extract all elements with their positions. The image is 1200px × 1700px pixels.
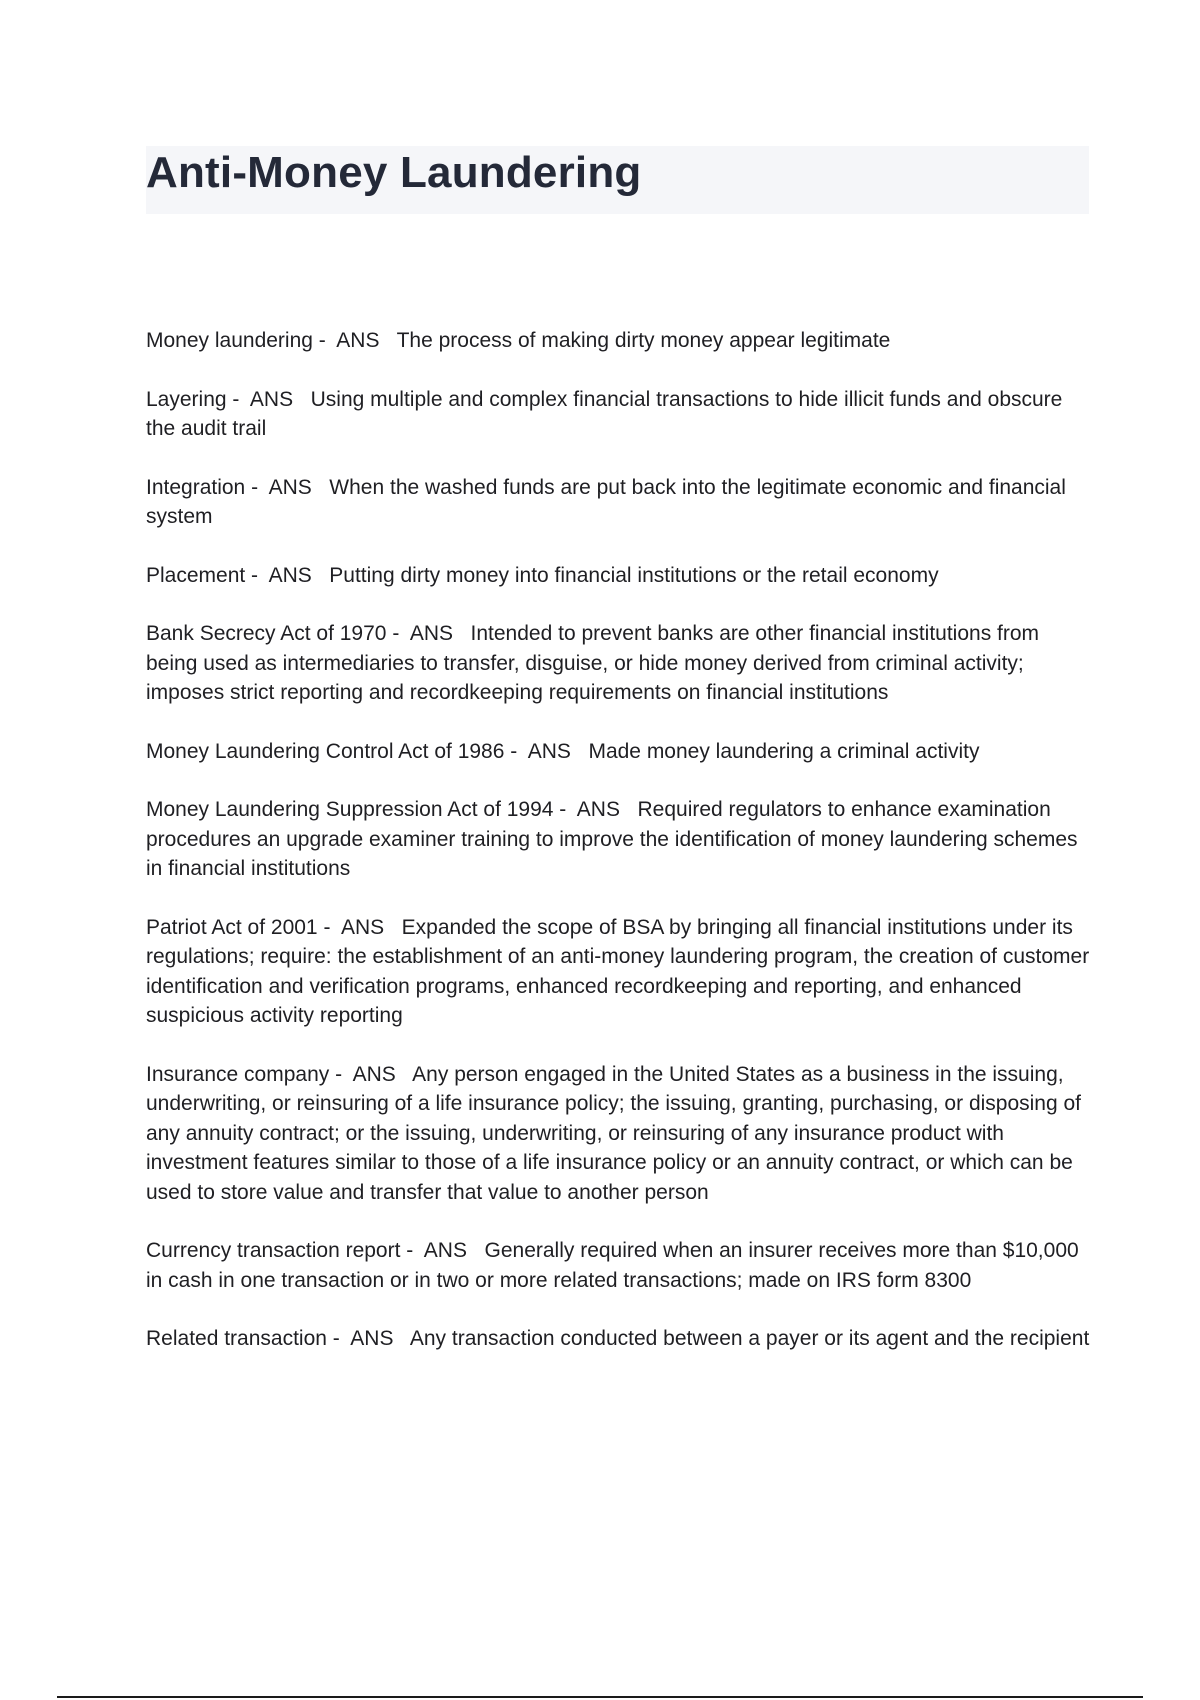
entry-definition: The process of making dirty money appear legitimate: [396, 329, 891, 352]
document-title: Anti-Money Laundering: [146, 148, 642, 197]
entry-definition: Using multiple and complex financial transactions to hide illicit funds and obscure the audit trail: [146, 387, 1063, 440]
flashcard-list: [146, 326, 1091, 1383]
entry-definition: Putting dirty money into financial institutions or the retail economy: [329, 563, 939, 587]
answer-marker: ANS: [350, 1327, 394, 1350]
answer-marker: ANS: [527, 739, 571, 763]
answer-marker: ANS: [352, 1062, 396, 1086]
entry-definition: Required regulators to enhance examination procedures an upgrade examiner training to improve the identification of money laundering schemes in financial institutions: [146, 798, 1078, 880]
flashcard-entry: Integration - ANS When the washed funds are put back into the legitimate economic and financial system: [146, 475, 1066, 528]
entry-term: Bank Secrecy Act of 1970: [146, 622, 387, 645]
entry-term: Currency transaction report: [146, 1239, 401, 1262]
flashcard-entry: Money laundering - ANS The process of making dirty money appear legitimate: [146, 329, 891, 352]
answer-marker: ANS: [268, 475, 312, 499]
answer-marker: ANS: [423, 1239, 467, 1262]
answer-marker: ANS: [249, 387, 294, 411]
entry-term: Insurance company: [146, 1062, 330, 1086]
flashcard-entry: Money Laundering Suppression Act of 1994 - ANS Required regulators to enhance examination procedures an upgrade examiner training to improve the identification of money laundering schemes in financial institutions: [146, 798, 1078, 880]
answer-marker: ANS: [268, 563, 312, 587]
flashcard-entry: Layering - ANS Using multiple and complex financial transactions to hide illicit funds and obscure the audit trail: [146, 387, 1063, 440]
entry-definition: Intended to prevent banks are other financial institutions from being used as intermediaries to transfer, disguise, or hide money derived from criminal activity; imposes strict reporting and recordkeeping requirements on financial institutions: [146, 622, 1040, 704]
flashcard-entry: Bank Secrecy Act of 1970 - ANS Intended to prevent banks are other financial institutions from being used as intermediaries to transfer, disguise, or hide money derived from criminal activity; imposes strict reporting and recordkeeping requirements on financial institutions: [146, 622, 1040, 704]
entry-definition: Any transaction conducted between a payer or its agent and the recipient: [409, 1327, 1090, 1350]
entry-term: Money laundering: [146, 329, 313, 352]
answer-marker: ANS: [576, 798, 620, 821]
entry-definition: Generally required when an insurer receives more than $10,000 in cash in one transaction or in two or more related transactions; made on IRS form 8300: [146, 1239, 1079, 1292]
entry-definition: Any person engaged in the United States as a business in the issuing, underwriting, or reinsuring of a life insurance policy; the issuing, granting, purchasing, or disposing of any annuity contract; or the issuing, underwriting, or reinsuring of any insurance product with investment features similar to those of a life insurance policy or an annuity contract, or which can be used to store value and transfer that value to another person: [146, 1062, 1082, 1204]
answer-marker: ANS: [340, 915, 385, 939]
flashcard-entry: Patriot Act of 2001 - ANS Expanded the scope of BSA by bringing all financial institutions under its regulations; require: the establishment of an anti-money laundering program, the creation of customer identification and verification programs, enhanced recordkeeping and reporting, and enhanced suspicious activity reporting: [146, 915, 1090, 1027]
flashcard-entry: Insurance company - ANS Any person engaged in the United States as a business in the issuing, underwriting, or reinsuring of a life insurance policy; the issuing, granting, purchasing, or disposing of any annuity contract; or the issuing, underwriting, or reinsuring of any insurance product with investment features similar to those of a life insurance policy or an annuity contract, or which can be used to store value and transfer that value to another person: [146, 1062, 1082, 1204]
flashcard-entry: Currency transaction report - ANS Generally required when an insurer receives more than $10,000 in cash in one transaction or in two or more related transactions; made on IRS form 8300: [146, 1239, 1079, 1292]
answer-marker: ANS: [409, 622, 454, 645]
flashcard-entry: Related transaction - ANS Any transaction conducted between a payer or its agent and the recipient: [146, 1327, 1090, 1350]
footer-rule: [57, 1696, 1143, 1698]
entry-term: Integration: [146, 475, 246, 499]
entry-term: Money Laundering Control Act of 1986: [146, 739, 505, 763]
flashcard-entry: Placement - ANS Putting dirty money into financial institutions or the retail economy: [146, 563, 939, 587]
entry-term: Related transaction: [146, 1327, 327, 1350]
answer-marker: ANS: [336, 329, 380, 352]
entry-term: Placement: [146, 563, 246, 587]
entry-definition: Expanded the scope of BSA by bringing all financial institutions under its regulations; require: the establishment of an anti-money laundering program, the creation of customer identification and verification programs, enhanced recordkeeping and reporting, and enhanced suspicious activity reporting: [146, 915, 1090, 1027]
entry-term: Patriot Act of 2001: [146, 915, 318, 939]
entry-term: Money Laundering Suppression Act of 1994: [146, 798, 554, 821]
entry-term: Layering: [146, 387, 227, 411]
flashcard-entry: Money Laundering Control Act of 1986 - ANS Made money laundering a criminal activity: [146, 739, 980, 763]
entry-definition: Made money laundering a criminal activity: [588, 739, 980, 763]
entry-definition: When the washed funds are put back into the legitimate economic and financial system: [146, 475, 1066, 528]
